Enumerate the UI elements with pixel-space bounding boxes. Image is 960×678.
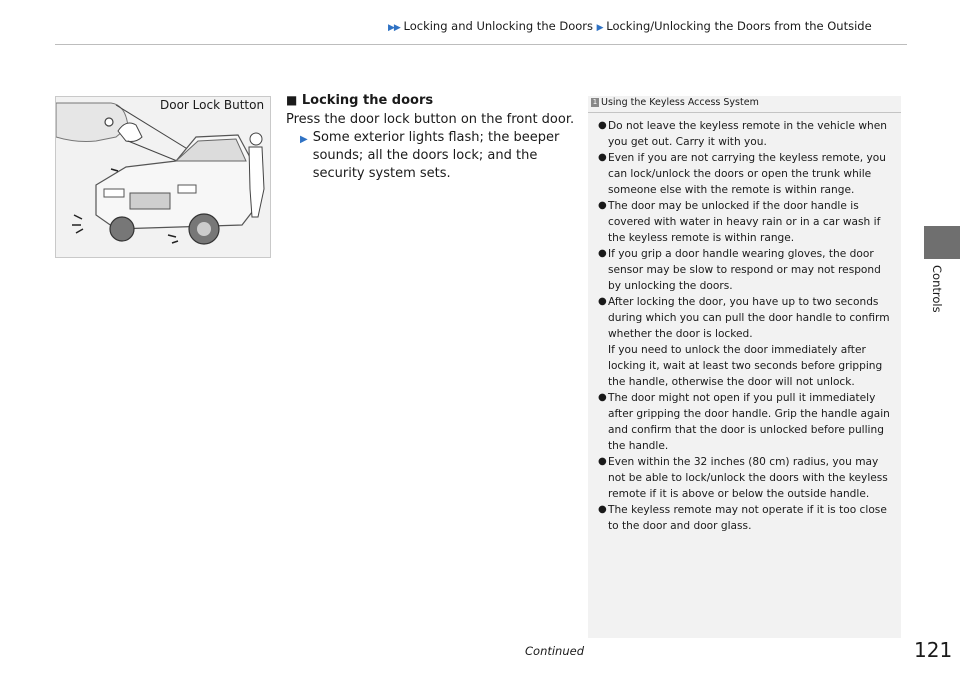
note-item-text: Do not leave the keyless remote in the vehicle when you get out. Carry it with you. bbox=[608, 120, 887, 148]
bullet-icon: ● bbox=[598, 120, 607, 131]
note-item bbox=[598, 198, 890, 246]
bullet-icon: ● bbox=[598, 392, 607, 403]
arrow-icon: ▶ bbox=[596, 23, 603, 33]
note-item-text: After locking the door, you have up to two seconds during which you can pull the door handle to confirm whether the door is locked. bbox=[608, 296, 890, 340]
continued-label: Continued bbox=[525, 644, 585, 658]
bullet-icon: ● bbox=[598, 248, 607, 259]
note-item-text: If you need to unlock the door immediately after locking it, wait at least two seconds before gripping the handle, otherwise the door will not unlock. bbox=[608, 344, 883, 388]
note-item bbox=[598, 502, 890, 534]
note-item-text: The keyless remote may not operate if it is too close to the door and door glass. bbox=[608, 504, 887, 532]
bullet-icon: ● bbox=[598, 152, 607, 163]
note-item bbox=[598, 294, 890, 342]
door-lock-illustration bbox=[55, 96, 271, 258]
note-header bbox=[588, 96, 901, 113]
section-tab[interactable] bbox=[924, 226, 960, 259]
breadcrumb-level2[interactable]: Locking/Unlocking the Doors from the Outside bbox=[606, 19, 872, 33]
note-item-text: If you grip a door handle wearing gloves, the door sensor may be slow to respond or may not respond by unlocking the doors. bbox=[608, 248, 881, 292]
result-arrow-icon: ▶ bbox=[300, 134, 308, 145]
result-text: Some exterior lights flash; the beeper sounds; all the doors lock; and the security system sets. bbox=[312, 130, 560, 181]
square-bullet-icon: ■ bbox=[286, 93, 298, 107]
section-title-text: Locking the doors bbox=[301, 93, 434, 108]
note-item-text: Even if you are not carrying the keyless remote, you can lock/unlock the doors or open the trunk while someone else with the remote is within range. bbox=[608, 152, 886, 196]
note-item bbox=[598, 454, 890, 502]
door-lock-button-callout: Door Lock Button bbox=[160, 98, 265, 112]
note-title: Using the Keyless Access System bbox=[601, 97, 759, 108]
bullet-icon: ● bbox=[598, 456, 607, 467]
page-number: 121 bbox=[914, 638, 953, 662]
section-tab-label: Controls bbox=[930, 265, 944, 313]
note-item-text: The door might not open if you pull it immediately after gripping the door handle. Grip the handle again and confirm that the door is unlocked before pulling the handle. bbox=[608, 392, 890, 452]
bullet-icon: ● bbox=[598, 504, 607, 515]
note-item bbox=[598, 390, 890, 454]
note-item-text: The door may be unlocked if the door handle is covered with water in heavy rain or in a car wash if the keyless remote is within range. bbox=[608, 200, 881, 244]
note-box bbox=[588, 96, 901, 638]
bullet-icon: ● bbox=[598, 200, 607, 211]
note-item bbox=[598, 150, 890, 198]
breadcrumb bbox=[388, 19, 872, 33]
double-arrow-icon: ▶▶ bbox=[388, 23, 400, 33]
header-divider bbox=[55, 44, 907, 45]
note-item-text: Even within the 32 inches (80 cm) radius, you may not be able to lock/unlock the doors with the keyless remote if it is above or below the outside handle. bbox=[608, 456, 888, 500]
result-text-block bbox=[300, 129, 570, 183]
note-bullet-list bbox=[598, 118, 890, 534]
note-number-badge: 1 bbox=[592, 98, 598, 106]
breadcrumb-level1[interactable]: Locking and Unlocking the Doors bbox=[403, 19, 593, 33]
note-item bbox=[598, 246, 890, 294]
note-item-continuation bbox=[598, 342, 890, 390]
bullet-icon: ● bbox=[598, 296, 607, 307]
section-title bbox=[286, 93, 433, 108]
car-illustration-svg bbox=[56, 97, 270, 257]
instruction-text: Press the door lock button on the front door. bbox=[286, 112, 575, 127]
note-item bbox=[598, 118, 890, 150]
